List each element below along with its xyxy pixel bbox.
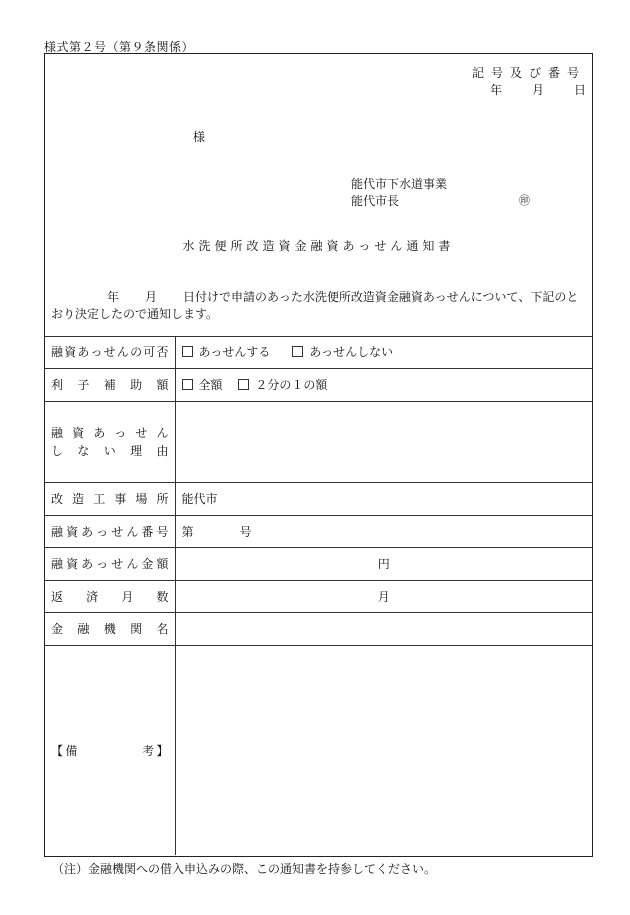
- table-row-months: [45, 580, 592, 612]
- issuer-organization: 能代市下水道事業: [351, 177, 448, 191]
- table-row-rishi: [45, 368, 592, 401]
- checkbox-icon[interactable]: [182, 379, 193, 390]
- body-main-text: 日付けで申請のあった水洗便所改造資金融資あっせんについて、下記のとおり決定したので通知します。: [51, 290, 579, 321]
- notice-body-text: [51, 289, 586, 323]
- footnote: （注）金融機関への借入申込みの際、この通知書を持参してください。: [52, 862, 437, 876]
- option-half[interactable]: ２分の１の額: [238, 378, 327, 392]
- notice-detail-table: [45, 336, 592, 855]
- date-month-label: 月: [531, 83, 544, 97]
- table-row-bank: [45, 612, 592, 645]
- issuer-title: 能代市長: [351, 194, 400, 208]
- row-value-remarks[interactable]: [175, 645, 592, 855]
- table-row-amount: [45, 547, 592, 580]
- notice-form: [44, 53, 593, 857]
- row-value-reason[interactable]: [175, 401, 592, 482]
- date-day-label: 日: [573, 83, 586, 97]
- checkbox-icon[interactable]: [182, 346, 193, 357]
- row-label-amount: 融資あっせん金額: [45, 547, 175, 580]
- body-year-label: 年: [107, 290, 120, 304]
- document-number-label: 記号及び番号: [471, 66, 586, 80]
- checkbox-icon[interactable]: [238, 379, 249, 390]
- body-month-label: 月: [145, 290, 158, 304]
- row-label-place: 改造工事場所: [45, 482, 175, 515]
- date-year-label: 年: [489, 83, 502, 97]
- notice-header-section: [45, 54, 592, 337]
- row-value-months[interactable]: 月: [175, 580, 592, 612]
- seal-mark: ㊞: [519, 194, 530, 207]
- table-row-number: [45, 515, 592, 547]
- addressee-suffix: 様: [193, 130, 206, 144]
- checkbox-icon[interactable]: [292, 346, 303, 357]
- table-row-kahi: [45, 336, 592, 368]
- option-full[interactable]: 全額: [182, 378, 223, 392]
- row-label-reason: 融資あっせん しない理由: [45, 401, 175, 482]
- row-value-number[interactable]: 第 号: [175, 515, 592, 547]
- table-row-remarks: [45, 645, 592, 855]
- row-label-number: 融資あっせん番号: [45, 515, 175, 547]
- row-value-kahi: [175, 336, 592, 368]
- row-label-bank: 金融機関名: [45, 612, 175, 645]
- option-reject[interactable]: あっせんしない: [292, 345, 393, 359]
- issue-date: [490, 81, 586, 98]
- row-value-amount[interactable]: 円: [175, 547, 592, 580]
- document-title: 水洗便所改造資金融資あっせん通知書: [182, 239, 455, 253]
- row-label-kahi: 融資あっせんの可否: [45, 336, 175, 368]
- row-value-rishi: [175, 368, 592, 401]
- row-value-place[interactable]: 能代市: [175, 482, 592, 515]
- row-value-bank[interactable]: [175, 612, 592, 645]
- row-label-remarks: 【備 考】: [45, 645, 175, 855]
- row-label-months: 返済月数: [45, 580, 175, 612]
- form-number-label: 様式第２号（第９条関係）: [44, 40, 195, 54]
- table-row-reason: [45, 401, 592, 482]
- row-label-rishi: 利子補助額: [45, 368, 175, 401]
- table-row-place: [45, 482, 592, 515]
- option-approve[interactable]: あっせんする: [182, 345, 271, 359]
